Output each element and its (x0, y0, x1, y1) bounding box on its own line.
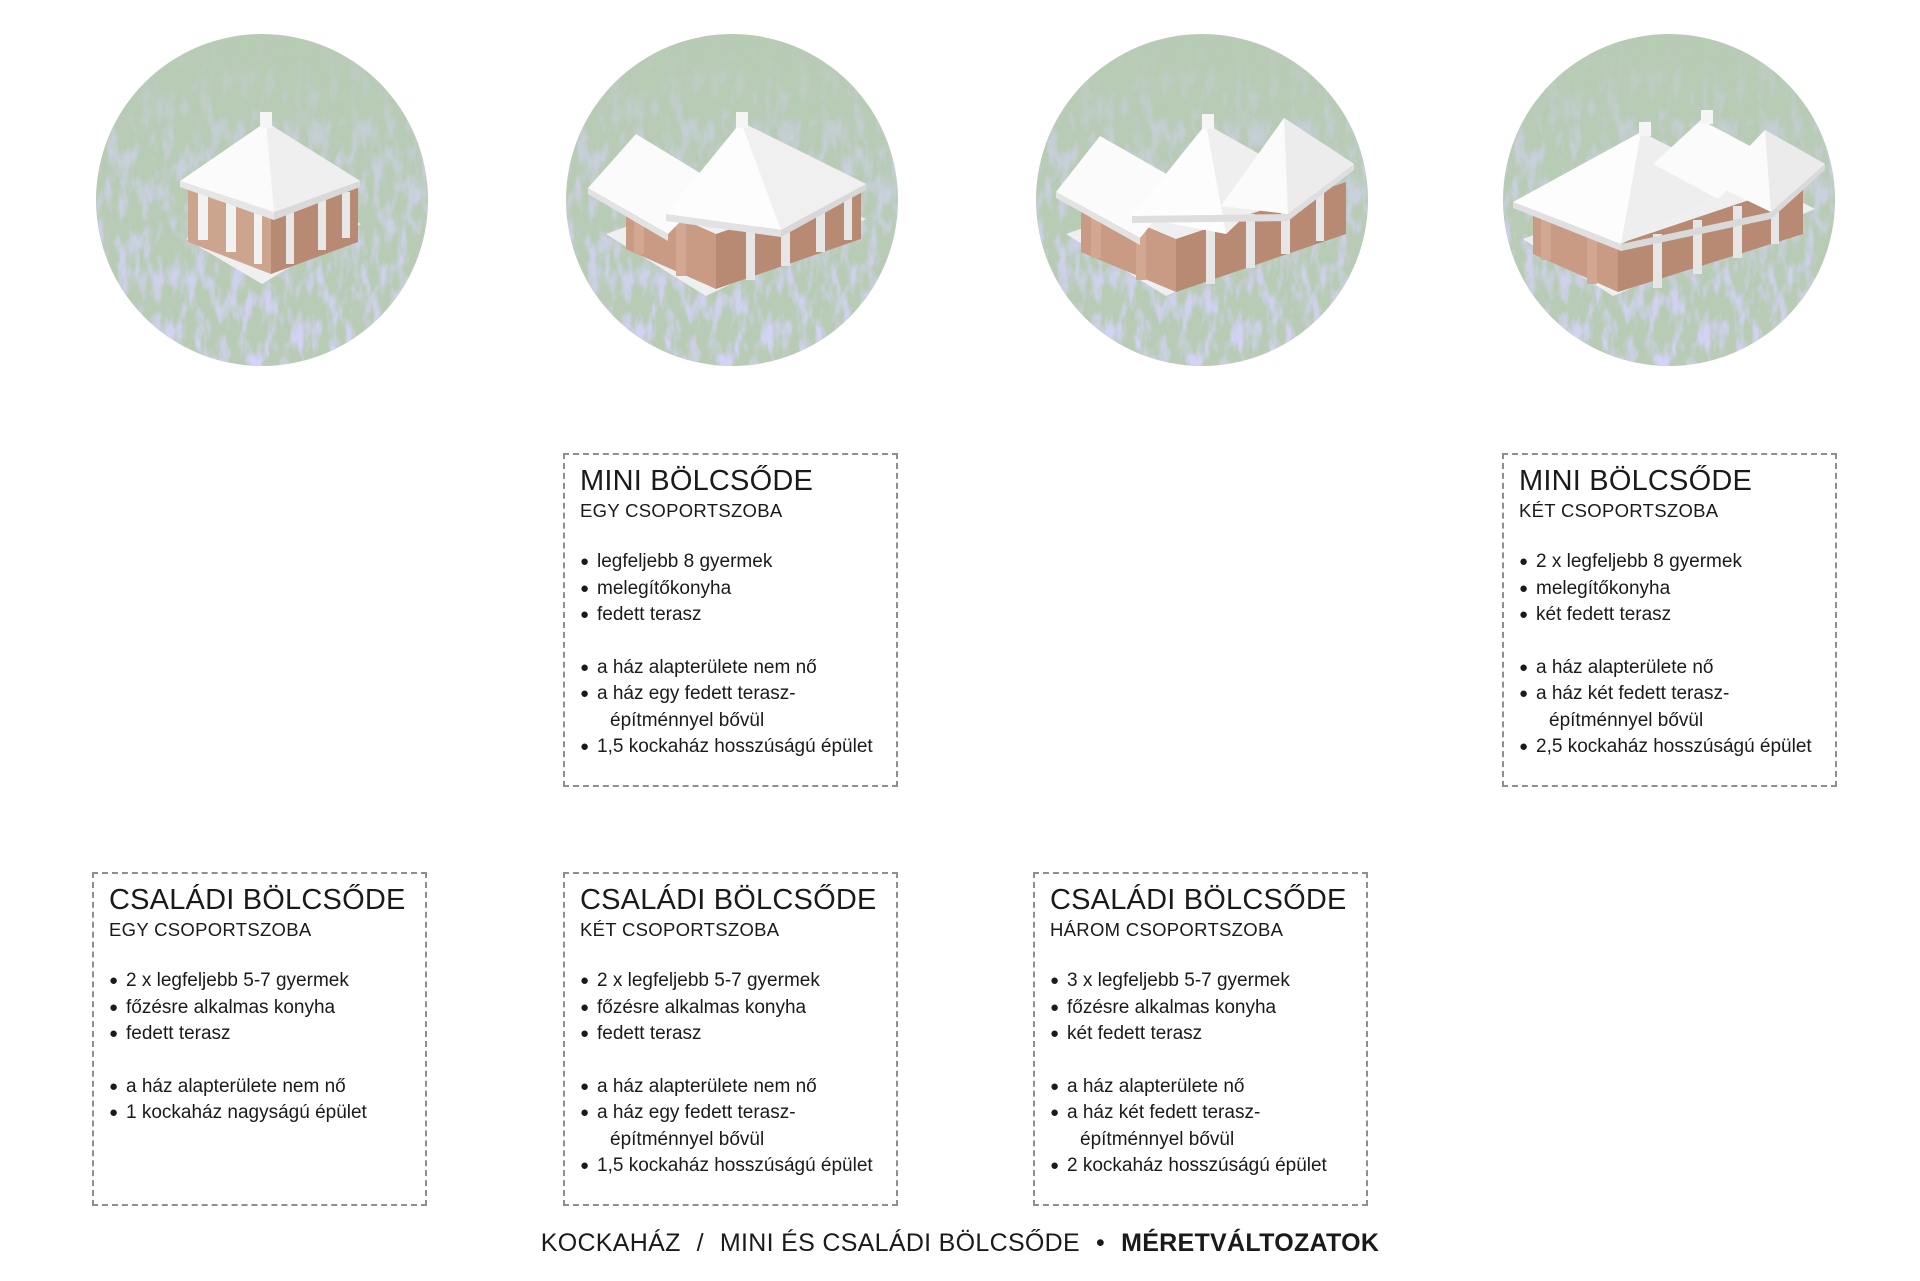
caption-subject: MINI ÉS CSALÁDI BÖLCSŐDE (719, 1229, 1080, 1257)
property-list (109, 1074, 411, 1127)
card-subtitle: KÉT CSOPORTSZOBA (1519, 500, 1719, 521)
list-item: ● fedett terasz (109, 1021, 411, 1048)
kockahaz-1-5-icon (566, 34, 898, 366)
kockahaz-2-illustration (1036, 34, 1368, 366)
list-item: ● 2 kockaház hosszúságú épület (1050, 1153, 1352, 1180)
list-item: ● két fedett terasz (1519, 602, 1821, 629)
card-csaladi-egy-csoportszoba (92, 872, 427, 1206)
list-item: ● 1,5 kockaház hosszúságú épület (580, 1153, 882, 1180)
list-item-continuation: építménnyel bővül (1080, 1128, 1235, 1150)
page-caption (0, 1229, 1920, 1258)
card-subtitle: EGY CSOPORTSZOBA (109, 919, 312, 940)
list-item: ● legfeljebb 8 gyermek (580, 549, 882, 576)
caption-separator: / (696, 1229, 704, 1257)
list-item: ● a ház alapterülete nem nő (580, 655, 882, 682)
list-item: ● fedett terasz (580, 602, 882, 629)
feature-list (1519, 549, 1821, 629)
feature-list (580, 968, 882, 1048)
kockahaz-1-illustration (96, 34, 428, 366)
property-list (1050, 1074, 1352, 1180)
list-item: ● főzésre alkalmas konyha (580, 995, 882, 1022)
card-title: MINI BÖLCSŐDE (580, 465, 814, 497)
list-item: ● 2,5 kockaház hosszúságú épület (1519, 734, 1821, 761)
card-csaladi-harom-csoportszoba (1033, 872, 1368, 1206)
property-list (1519, 655, 1821, 761)
list-item (1050, 1100, 1352, 1153)
kockahaz-2-icon (1036, 34, 1368, 366)
list-item-continuation: építménnyel bővül (610, 709, 765, 731)
card-subtitle: EGY CSOPORTSZOBA (580, 500, 783, 521)
card-subtitle: HÁROM CSOPORTSZOBA (1050, 919, 1284, 940)
list-item: ● 1 kockaház nagyságú épület (109, 1100, 411, 1127)
card-title: CSALÁDI BÖLCSŐDE (109, 884, 406, 916)
list-item: ● főzésre alkalmas konyha (109, 995, 411, 1022)
caption-kockahaz: KOCKAHÁZ (540, 1229, 681, 1257)
list-item-line: a ház egy fedett terasz- (597, 1102, 796, 1123)
list-item: ● 3 x legfeljebb 5-7 gyermek (1050, 968, 1352, 995)
caption-bullet: • (1096, 1229, 1106, 1257)
card-mini-egy-csoportszoba (563, 453, 898, 787)
list-item: ● a ház alapterülete nő (1519, 655, 1821, 682)
list-item: ● melegítőkonyha (580, 576, 882, 603)
list-item: ● 2 x legfeljebb 8 gyermek (1519, 549, 1821, 576)
property-list (580, 1074, 882, 1180)
list-item: ● 2 x legfeljebb 5-7 gyermek (109, 968, 411, 995)
card-title: CSALÁDI BÖLCSŐDE (580, 884, 877, 916)
list-item (580, 681, 882, 734)
kockahaz-1-5-illustration (566, 34, 898, 366)
kockahaz-2-5-icon (1503, 34, 1835, 366)
list-item-line: a ház egy fedett terasz- (597, 683, 796, 704)
kockahaz-2-5-illustration (1503, 34, 1835, 366)
list-item: ● melegítőkonyha (1519, 576, 1821, 603)
list-item: ● a ház alapterülete nő (1050, 1074, 1352, 1101)
list-item (1519, 681, 1821, 734)
card-mini-ket-csoportszoba (1502, 453, 1837, 787)
list-item: ● 1,5 kockaház hosszúságú épület (580, 734, 882, 761)
card-title: CSALÁDI BÖLCSŐDE (1050, 884, 1347, 916)
list-item-continuation: építménnyel bővül (610, 1128, 765, 1150)
list-item: ● a ház alapterülete nem nő (580, 1074, 882, 1101)
card-subtitle: KÉT CSOPORTSZOBA (580, 919, 780, 940)
card-title: MINI BÖLCSŐDE (1519, 465, 1753, 497)
list-item: ● főzésre alkalmas konyha (1050, 995, 1352, 1022)
kockahaz-1-icon (96, 34, 428, 366)
property-list (580, 655, 882, 761)
list-item-continuation: építménnyel bővül (1549, 709, 1704, 731)
list-item-line: a ház két fedett terasz- (1067, 1102, 1261, 1123)
feature-list (580, 549, 882, 629)
list-item: ● fedett terasz (580, 1021, 882, 1048)
caption-meretvaltozatok: MÉRETVÁLTOZATOK (1121, 1229, 1380, 1257)
list-item: ● 2 x legfeljebb 5-7 gyermek (580, 968, 882, 995)
list-item: ● két fedett terasz (1050, 1021, 1352, 1048)
feature-list (109, 968, 411, 1048)
feature-list (1050, 968, 1352, 1048)
list-item-line: a ház két fedett terasz- (1536, 683, 1730, 704)
card-csaladi-ket-csoportszoba (563, 872, 898, 1206)
list-item (580, 1100, 882, 1153)
list-item: ● a ház alapterülete nem nő (109, 1074, 411, 1101)
